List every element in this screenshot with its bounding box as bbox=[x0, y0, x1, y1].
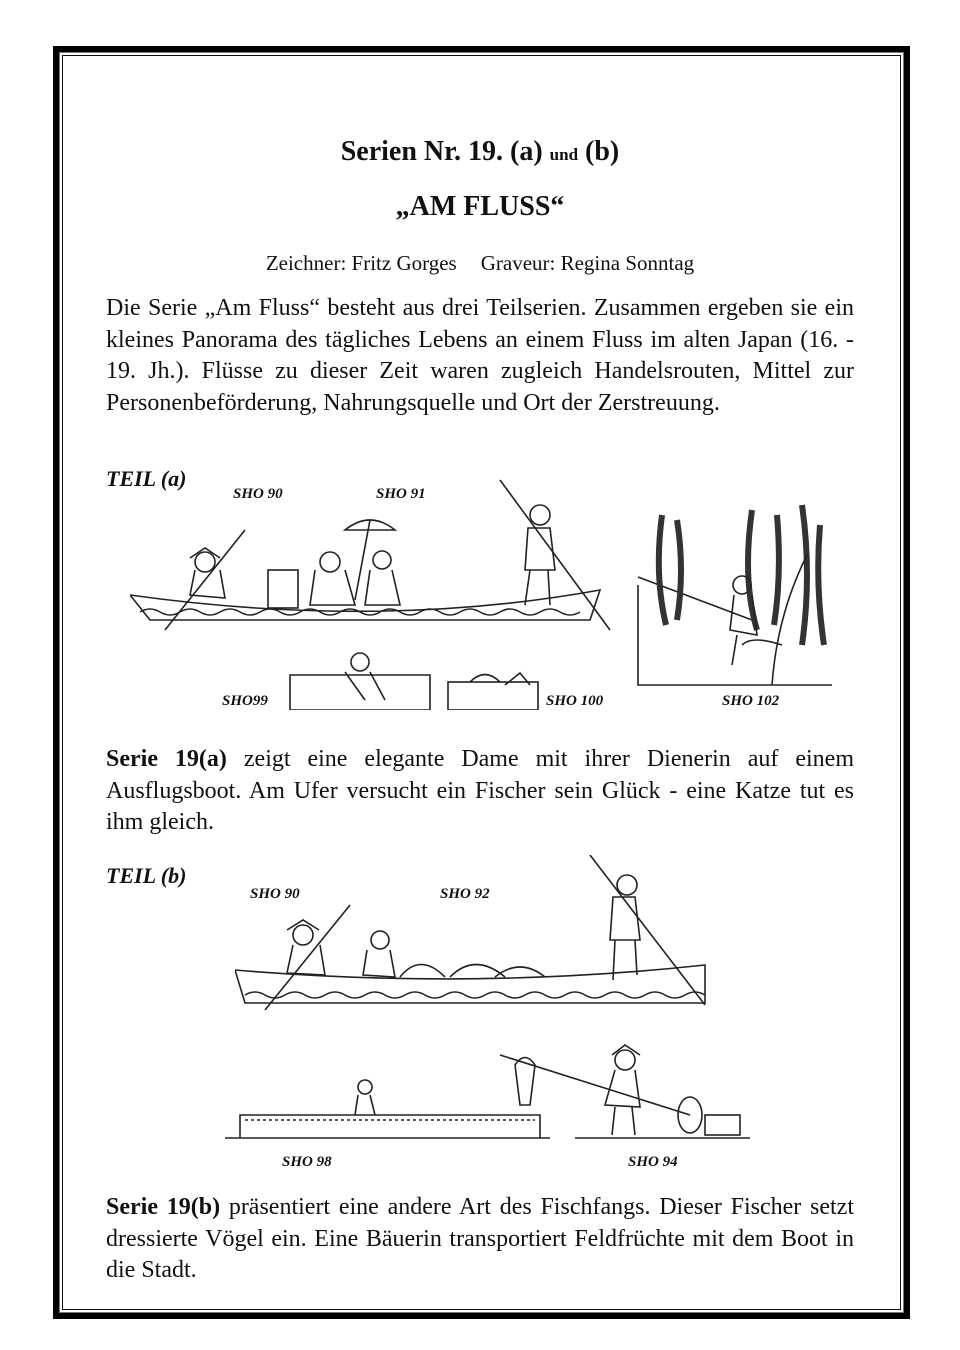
net-and-fisher-illustration bbox=[220, 1035, 760, 1145]
boat-illustration-a bbox=[130, 470, 630, 710]
boat-illustration-b bbox=[235, 855, 720, 1015]
teil-b-heading: TEIL (b) bbox=[106, 863, 187, 888]
label-sho90-b: SHO 90 bbox=[250, 886, 300, 902]
zeichner: Zeichner: Fritz Gorges bbox=[265, 251, 457, 275]
intro-paragraph: Die Serie „Am Fluss“ besteht aus drei Teilserien. Zusammen ergeben sie ein kleines Panorama des tägliches Lebens an einem Fluss im alten Japan (16. - 19. Jh.). Flüsse zu dieser Zeit waren zugleich Handelsrouten, Mittel zur Personenbeförderung, Nahrungsquelle und Ort der Zerstreuung. bbox=[106, 295, 854, 416]
teil-a-heading: TEIL (a) bbox=[106, 466, 187, 491]
label-sho100: SHO 100 bbox=[546, 693, 604, 709]
label-sho98: SHO 98 bbox=[282, 1154, 332, 1170]
teil-a-caption: Serie 19(a) zeigt eine elegante Dame mit ihrer Dienerin auf einem Ausflugsboot. Am Ufer versucht ein Fischer sein Glück - eine Katze tut es ihm gleich. bbox=[106, 746, 854, 835]
willow-fisher-illustration bbox=[632, 495, 837, 695]
page-subtitle: „AM FLUSS“ bbox=[395, 191, 565, 222]
graveur: Graveur: Regina Sonntag bbox=[480, 251, 695, 275]
credits bbox=[0, 251, 960, 276]
label-sho99: SHO99 bbox=[222, 693, 268, 709]
teil-b-caption: Serie 19(b) präsentiert eine andere Art des Fischfangs. Dieser Fischer setzt dressierte Vögel ein. Eine Bäuerin transportiert Feldfrüchte mit dem Boot in die Stadt. bbox=[106, 1194, 854, 1283]
label-sho94: SHO 94 bbox=[628, 1154, 678, 1170]
label-sho102: SHO 102 bbox=[722, 693, 780, 709]
label-sho90: SHO 90 bbox=[233, 486, 283, 502]
page-title: Serien Nr. 19. (a) und (b) bbox=[340, 136, 620, 167]
label-sho91: SHO 91 bbox=[376, 486, 426, 502]
label-sho92: SHO 92 bbox=[440, 886, 490, 902]
